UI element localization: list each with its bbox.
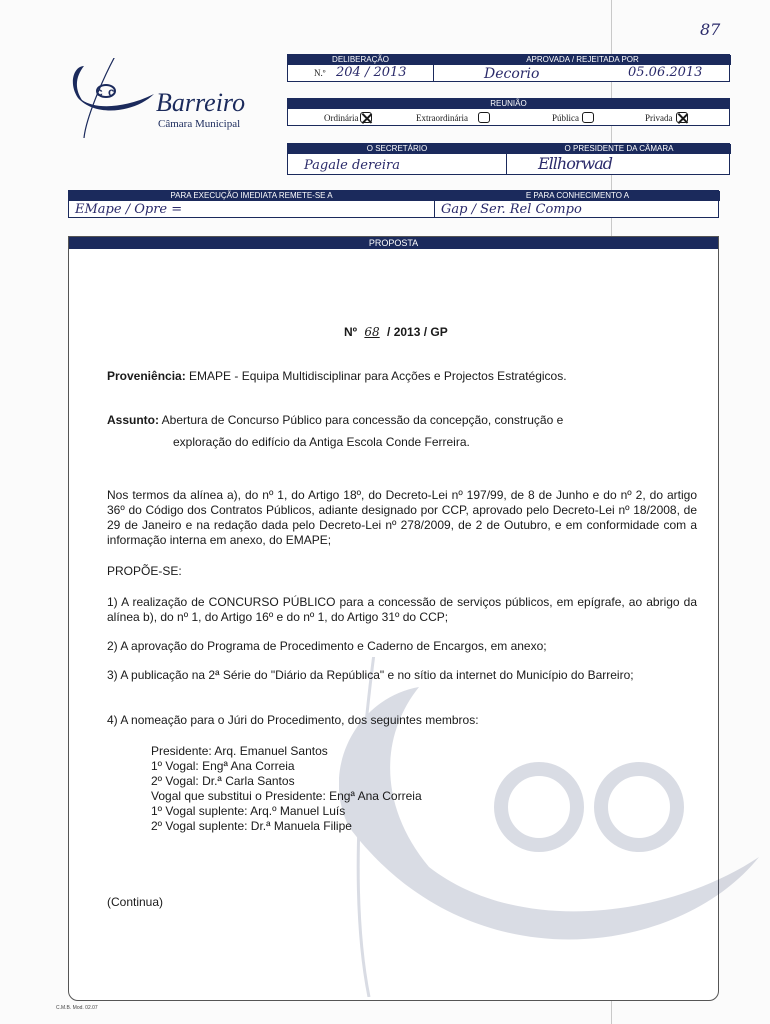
aprovada-header: APROVADA / REJEITADA POR: [434, 55, 731, 65]
item-3: 3) A publicação na 2ª Série do "Diário da República" e no sítio da internet do Município do Barreiro;: [107, 668, 634, 682]
proveniencia-label: Proveniência:: [107, 369, 186, 383]
publica-checkbox[interactable]: [582, 112, 594, 123]
number-suffix: / 2013 / GP: [387, 325, 448, 339]
item-1: 1) A realização de CONCURSO PÚBLICO para a concessão de serviços públicos, em epígrafe, ao abrigo da alínea b), do nº 1, do Artigo 16º e do nº 1, do Artigo 31º do CCP;: [107, 595, 697, 624]
assunto-line-1: Abertura de Concurso Público para concessão da concepção, construção e: [161, 413, 564, 427]
deliberacao-header: DELIBERAÇÃO: [288, 55, 433, 65]
body-paragraph: Nos termos da alínea a), do nº 1, do Artigo 18º, do Decreto-Lei nº 197/99, de 8 de Junho e do nº 2, do artigo 36º do Código dos Contratos Públicos, adiante designado por CCP, aprovado pelo Decreto-Lei nº 18/2008, de 29 de Janeiro e na redação dada pelo Decreto-Lei nº 278/2009, de 2 de Outubro, e em conformidade com a informação interna em anexo, do EMAPE;: [107, 488, 697, 547]
presidente-header: O PRESIDENTE DA CÂMARA: [507, 144, 731, 154]
jury-member: 2º Vogal suplente: Dr.ª Manuela Filipe: [151, 819, 352, 833]
assunto-line-2: exploração do edifício da Antiga Escola Conde Ferreira.: [173, 435, 470, 449]
proveniencia-value: EMAPE - Equipa Multidisciplinar para Acções e Projectos Estratégicos.: [189, 369, 567, 383]
secretario-header: O SECRETÁRIO: [288, 144, 506, 154]
deliberacao-number[interactable]: 204 / 2013: [336, 65, 407, 80]
option-publica-label: Pública: [552, 113, 579, 123]
conhecimento-value[interactable]: Gap / Ser. Rel Compo: [441, 202, 582, 217]
jury-member: Presidente: Arq. Emanuel Santos: [151, 744, 328, 758]
divider: [506, 144, 507, 174]
distribuicao-box: [68, 190, 719, 218]
jury-member: 1º Vogal: Engª Ana Correia: [151, 759, 295, 773]
number-value[interactable]: 68: [364, 325, 380, 339]
jury-member: 1º Vogal suplente: Arq.º Manuel Luís: [151, 804, 346, 818]
form-code: C.M.B. Mod. 02.07: [56, 1005, 98, 1011]
jury-member: Vogal que substitui o Presidente: Engª Ana Correia: [151, 789, 422, 803]
proposta-panel: [68, 236, 719, 1001]
proveniencia: [107, 369, 697, 384]
ordinaria-checkbox[interactable]: [360, 112, 372, 123]
deliberacao-prefix: N.º: [314, 68, 326, 78]
jury-list: [151, 744, 422, 834]
logo-brand-name: Barreiro: [156, 88, 246, 117]
assunto: [107, 413, 697, 428]
reuniao-box: [287, 98, 730, 126]
jury-member: 2º Vogal: Dr.ª Carla Santos: [151, 774, 295, 788]
assunto-continuation: [107, 435, 697, 450]
item-2: 2) A aprovação do Programa de Procedimento e Caderno de Encargos, em anexo;: [107, 639, 547, 653]
option-ordinaria-label: Ordinária: [324, 113, 359, 123]
proposta-header: PROPOSTA: [69, 237, 718, 249]
remete-value[interactable]: EMape / Opre =: [75, 202, 183, 217]
aprovada-date[interactable]: 05.06.2013: [628, 65, 703, 80]
divider: [433, 55, 434, 81]
extraordinaria-checkbox[interactable]: [478, 112, 490, 123]
svg-text:c: c: [96, 85, 103, 99]
logo-emblem-icon: [66, 58, 166, 138]
option-privada-label: Privada: [645, 113, 673, 123]
conhecimento-header: E PARA CONHECIMENTO A: [435, 191, 720, 201]
propoe-heading: PROPÕE-SE:: [107, 564, 182, 578]
reuniao-header: REUNIÃO: [288, 99, 729, 109]
divider: [434, 191, 435, 217]
privada-checkbox[interactable]: [676, 112, 688, 123]
svg-text:c: c: [108, 85, 115, 99]
assinaturas-box: [287, 143, 730, 175]
proposta-number: [344, 325, 448, 339]
presidente-signature[interactable]: Ellhorwad: [538, 154, 612, 173]
deliberacao-box: [287, 54, 730, 82]
item-4: 4) A nomeação para o Júri do Procedimento, dos seguintes membros:: [107, 713, 479, 727]
option-extraordinaria-label: Extraordinária: [416, 113, 468, 123]
logo-subtitle: Câmara Municipal: [158, 118, 241, 130]
secretario-signature[interactable]: Pagale dereira: [304, 158, 401, 173]
page-number-handwritten: 87: [700, 20, 721, 39]
barreiro-logo: [66, 58, 266, 138]
assunto-label: Assunto:: [107, 413, 159, 427]
continua-note: (Continua): [107, 895, 164, 909]
remete-header: PARA EXECUÇÃO IMEDIATA REMETE-SE A: [69, 191, 434, 201]
number-prefix: Nº: [344, 325, 358, 339]
aprovada-signature[interactable]: Decorio: [484, 66, 540, 82]
